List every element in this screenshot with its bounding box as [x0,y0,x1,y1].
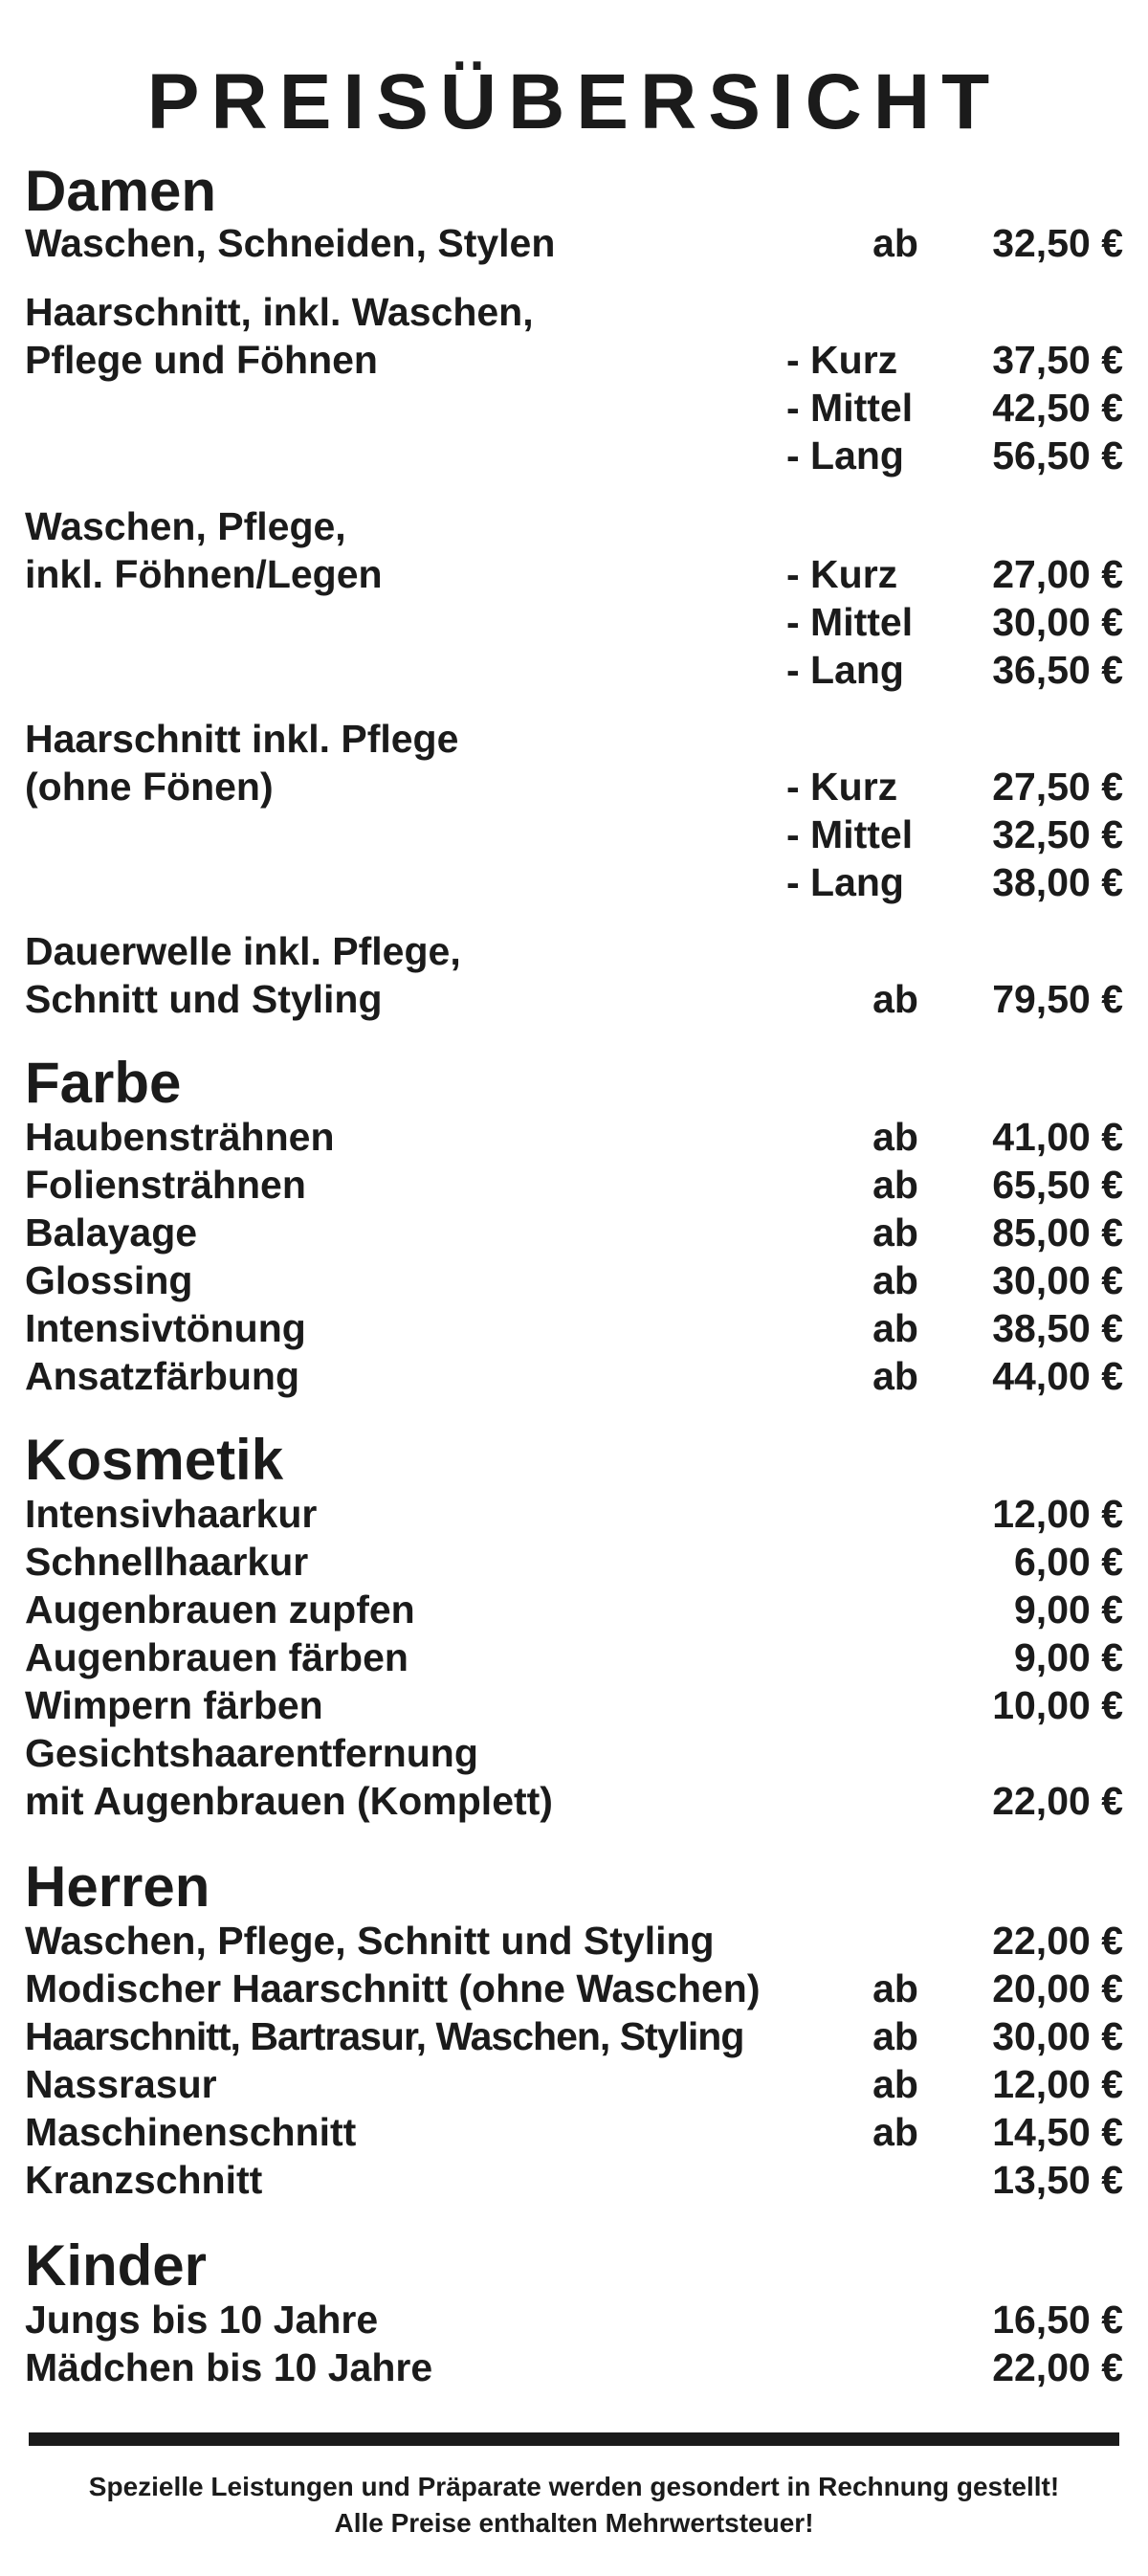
length-label: - Lang [786,648,904,692]
price-row [25,764,1123,810]
price-value: 30,00 € [992,600,1123,644]
service-label: Maschinenschnitt [25,2110,357,2154]
price-value: 22,00 € [992,1779,1123,1823]
price-row [25,1257,1123,1303]
length-label: - Kurz [786,338,898,382]
price-value: 44,00 € [992,1354,1123,1398]
service-label: Waschen, Pflege, Schnitt und Styling [25,1919,715,1963]
service-label: (ohne Fönen) [25,765,274,809]
price-value: 65,50 € [992,1163,1123,1207]
price-row [25,337,1123,383]
length-label: - Kurz [786,765,898,809]
service-label: mit Augenbrauen (Komplett) [25,1779,553,1823]
length-label: - Kurz [786,552,898,596]
service-label: Wimpern färben [25,1683,323,1727]
price-value: 12,00 € [992,2062,1123,2106]
footer-note-services: Spezielle Leistungen und Präparate werden gesondert in Rechnung gestellt! [88,2472,1060,2501]
service-label: Schnellhaarkur [25,1540,309,1584]
price-row [25,928,1123,974]
ab-marker: ab [872,1306,918,1350]
price-row [25,1965,1123,2011]
price-value: 42,50 € [992,386,1123,430]
section-heading-kinder: Kinder [25,2233,208,2298]
service-label: Augenbrauen zupfen [25,1588,415,1632]
service-label: Ansatzfärbung [25,1354,299,1398]
price-row [25,1587,1123,1632]
price-value: 20,00 € [992,1966,1123,2010]
price-row [25,1491,1123,1537]
length-label: - Lang [786,860,904,904]
price-row [25,716,1123,762]
price-row [25,2061,1123,2107]
page-title: PREISÜBERSICHT [146,58,1002,145]
service-label: Mädchen bis 10 Jahre [25,2345,433,2389]
price-row [25,1353,1123,1399]
price-value: 9,00 € [1014,1635,1123,1679]
service-label: Dauerwelle inkl. Pflege, [25,929,461,973]
service-label: Nassrasur [25,2062,217,2106]
service-label: Balayage [25,1210,198,1255]
service-label: Intensivhaarkur [25,1492,318,1536]
section-heading-kosmetik: Kosmetik [25,1428,284,1492]
service-label: Kranzschnitt [25,2158,263,2202]
price-value: 38,50 € [992,1306,1123,1350]
price-value: 27,50 € [992,765,1123,809]
ab-marker: ab [872,1258,918,1302]
price-row [25,2344,1123,2390]
service-label: inkl. Föhnen/Legen [25,552,383,596]
price-row [25,1682,1123,1728]
ab-marker: ab [872,1210,918,1255]
price-row [25,647,1123,693]
price-value: 13,50 € [992,2158,1123,2202]
price-row [25,2013,1123,2059]
service-label: Haarschnitt inkl. Pflege [25,717,459,761]
price-value: 27,00 € [992,552,1123,596]
ab-marker: ab [872,2062,918,2106]
length-label: - Mittel [786,600,914,644]
ab-marker: ab [872,1966,918,2010]
price-row [25,1305,1123,1351]
footer-divider [29,2432,1119,2446]
price-value: 10,00 € [992,1683,1123,1727]
service-label: Glossing [25,1258,193,1302]
price-value: 12,00 € [992,1492,1123,1536]
price-row [25,1730,1123,1776]
price-row [25,1634,1123,1680]
price-row [25,1539,1123,1585]
price-row [25,2297,1123,2343]
price-row [25,859,1123,905]
service-label: Pflege und Föhnen [25,338,378,382]
service-label: Augenbrauen färben [25,1635,408,1679]
price-row [25,811,1123,857]
section-heading-damen: Damen [25,159,217,223]
price-row [25,503,1123,549]
price-value: 14,50 € [992,2110,1123,2154]
price-value: 32,50 € [992,812,1123,856]
price-value: 32,50 € [992,221,1123,265]
service-label: Waschen, Pflege, [25,504,346,548]
service-label: Intensivtönung [25,1306,306,1350]
length-label: - Lang [786,433,904,477]
length-label: - Mittel [786,386,914,430]
price-row [25,433,1123,478]
price-row [25,976,1123,1022]
price-row [25,1918,1123,1964]
price-value: 56,50 € [992,433,1123,477]
price-row [25,1162,1123,1208]
price-value: 38,00 € [992,860,1123,904]
ab-marker: ab [872,2110,918,2154]
price-row [25,289,1123,335]
price-row [25,599,1123,645]
price-value: 22,00 € [992,1919,1123,1963]
price-row [25,2157,1123,2203]
ab-marker: ab [872,1163,918,1207]
price-value: 36,50 € [992,648,1123,692]
service-label: Schnitt und Styling [25,977,383,1021]
length-label: - Mittel [786,812,914,856]
price-value: 79,50 € [992,977,1123,1021]
price-value: 6,00 € [1014,1540,1123,1584]
price-value: 37,50 € [992,338,1123,382]
price-value: 22,00 € [992,2345,1123,2389]
service-label: Haarschnitt, inkl. Waschen, [25,290,534,334]
ab-marker: ab [872,1115,918,1159]
price-value: 30,00 € [992,1258,1123,1302]
price-row [25,1778,1123,1824]
ab-marker: ab [872,2014,918,2058]
price-value: 85,00 € [992,1210,1123,1255]
price-row [25,1114,1123,1160]
section-heading-herren: Herren [25,1854,210,1919]
price-row [25,1210,1123,1255]
service-label: Foliensträhnen [25,1163,306,1207]
ab-marker: ab [872,977,918,1021]
ab-marker: ab [872,1354,918,1398]
service-label: Waschen, Schneiden, Stylen [25,221,556,265]
price-row [25,220,1123,266]
price-value: 9,00 € [1014,1588,1123,1632]
service-label: Haarschnitt, Bartrasur, Waschen, Styling [25,2014,744,2058]
price-row [25,385,1123,431]
service-label: Gesichtshaarentfernung [25,1731,478,1775]
price-row [25,551,1123,597]
price-value: 16,50 € [992,2298,1123,2342]
service-label: Haubensträhnen [25,1115,335,1159]
service-label: Jungs bis 10 Jahre [25,2298,379,2342]
section-heading-farbe: Farbe [25,1051,182,1115]
footer-note-vat: Alle Preise enthalten Mehrwertsteuer! [334,2508,814,2538]
price-value: 30,00 € [992,2014,1123,2058]
price-row [25,2109,1123,2155]
price-value: 41,00 € [992,1115,1123,1159]
ab-marker: ab [872,221,918,265]
service-label: Modischer Haarschnitt (ohne Waschen) [25,1966,761,2010]
